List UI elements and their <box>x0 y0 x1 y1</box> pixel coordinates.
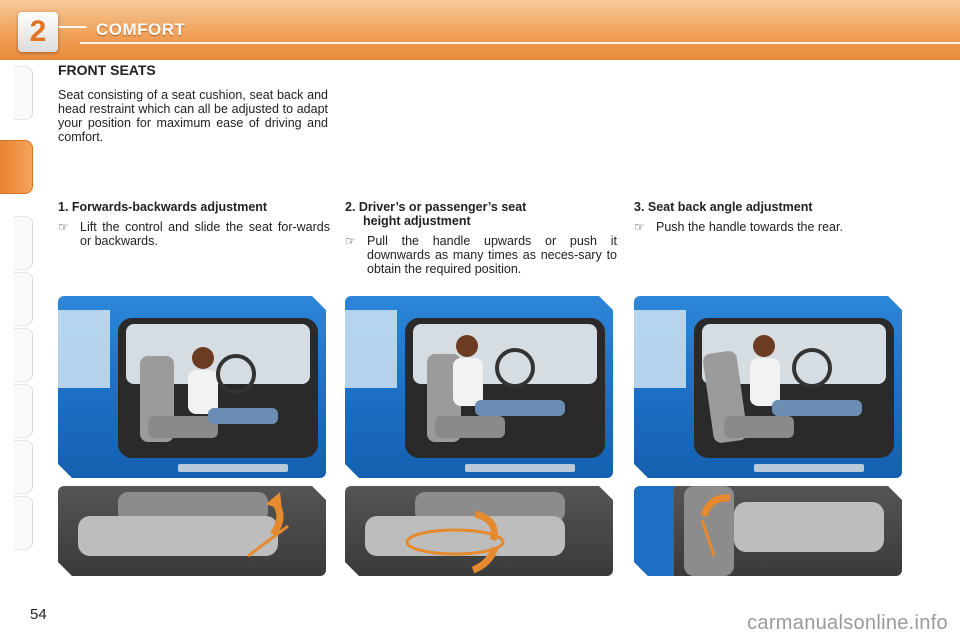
pointing-hand-icon: ☞ <box>634 220 645 234</box>
instruction-title: 1. Forwards-backwards adjustment <box>58 200 268 214</box>
instruction-height-adjustment <box>345 200 617 276</box>
instruction-title-line1: 2. Driver’s or passenger’s seat <box>345 200 527 214</box>
seat-control-detail-2 <box>345 486 613 576</box>
site-watermark: carmanualsonline.info <box>747 612 948 634</box>
chapter-tab-6[interactable] <box>14 384 33 438</box>
header-rule <box>80 42 960 44</box>
car-interior-illustration <box>58 296 326 478</box>
chapter-tab-3[interactable] <box>14 216 33 270</box>
car-seat-illustration-1 <box>58 296 326 478</box>
instruction-text: Pull the handle upwards or push it downwards as many times as neces-sary to obtain the required position. <box>367 234 617 276</box>
pointing-hand-icon: ☞ <box>58 220 69 234</box>
instruction-title <box>345 200 617 228</box>
car-seat-illustration-3 <box>634 296 902 478</box>
chapter-tab-4[interactable] <box>14 272 33 326</box>
chapter-header <box>0 0 960 60</box>
page-number: 54 <box>30 606 47 623</box>
chapter-tabs <box>0 66 34 576</box>
instruction-title-line2: height adjustment <box>363 214 471 228</box>
car-interior-illustration <box>634 296 902 478</box>
chapter-tab-5[interactable] <box>14 328 33 382</box>
intro-paragraph: Seat consisting of a seat cushion, seat back and head restraint which can all be adjusted to adapt your position for maximum ease of driving and comfort. <box>58 88 328 144</box>
seat-lever-illustration <box>58 486 326 576</box>
car-interior-illustration <box>345 296 613 478</box>
seat-control-detail-1 <box>58 486 326 576</box>
section-title: COMFORT <box>96 20 186 39</box>
chapter-tab-7[interactable] <box>14 440 33 494</box>
chapter-tab-1[interactable] <box>14 66 33 120</box>
instruction-text: Push the handle towards the rear. <box>656 220 843 234</box>
instruction-title: 3. Seat back angle adjustment <box>634 200 813 214</box>
seat-control-detail-3 <box>634 486 902 576</box>
pointing-hand-icon: ☞ <box>345 234 356 248</box>
seat-lever-illustration <box>345 486 613 576</box>
instruction-text: Lift the control and slide the seat for-wards or backwards. <box>80 220 330 248</box>
chapter-badge <box>18 12 58 52</box>
instruction-seat-back-angle <box>634 200 906 234</box>
page-heading: FRONT SEATS <box>58 62 156 78</box>
car-seat-illustration-2 <box>345 296 613 478</box>
chapter-tab-2-active[interactable] <box>0 140 33 194</box>
chapter-tab-8[interactable] <box>14 496 33 550</box>
seat-lever-illustration <box>634 486 902 576</box>
chapter-number: 2 <box>29 15 47 48</box>
instruction-forwards-backwards <box>58 200 330 248</box>
